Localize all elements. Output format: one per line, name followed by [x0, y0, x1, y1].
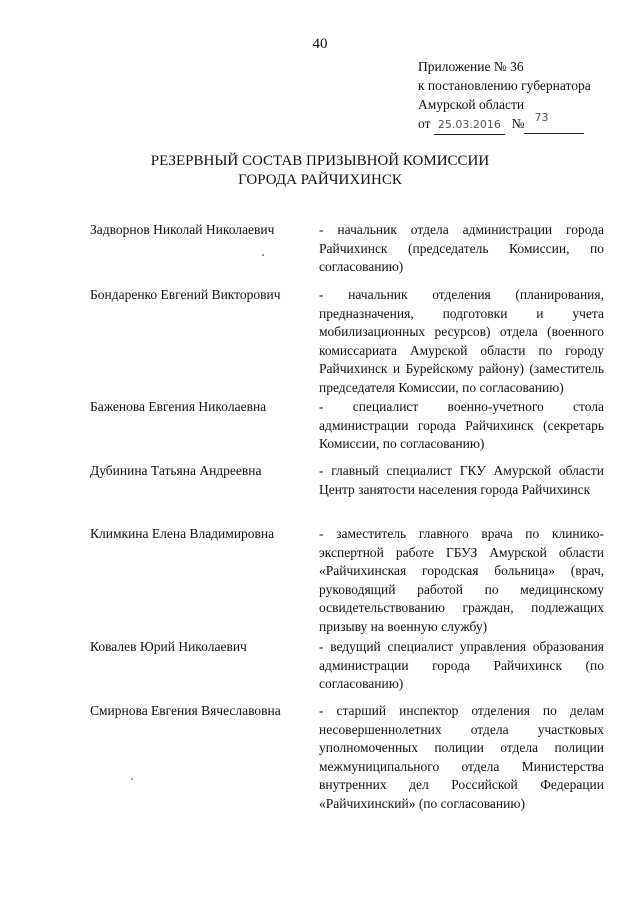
- member-role: - старший инспектор отделения по делам несовершеннолетних отдела участковых уполномоченных полиции отдела полиции межмуниципального отдела Министерства внутренних дел Российской Федерации «Райчихинский» (по согласованию): [319, 703, 604, 811]
- title-line-1: РЕЗЕРВНЫЙ СОСТАВ ПРИЗЫВНОЙ КОМИССИИ: [150, 153, 490, 169]
- scan-speck: [262, 254, 264, 256]
- scan-speck: [131, 778, 133, 780]
- number-value: 73: [534, 111, 549, 124]
- appendix-line-3: Амурской области: [418, 97, 525, 112]
- appendix-line-1: Приложение № 36: [418, 59, 524, 74]
- member-name: Смирнова Евгения Вячеславовна: [90, 703, 281, 718]
- title-line-2: ГОРОДА РАЙЧИХИНСК: [238, 172, 402, 188]
- member-name: Бондаренко Евгений Викторович: [90, 287, 281, 302]
- appendix-line-2: к постановлению губернатора: [418, 78, 591, 93]
- date-value: 25.03.2016: [434, 115, 505, 135]
- appendix-date-line: [418, 111, 618, 135]
- member-role: - начальник отдела администрации города Райчихинск (председатель Комиссии, по согласованию): [319, 222, 604, 275]
- member-role: - ведущий специалист управления образования администрации города Райчихинск (по согласованию): [319, 639, 604, 692]
- member-role: - специалист военно-учетного стола администрации города Райчихинск (секретарь Комиссии, по согласованию): [319, 399, 604, 452]
- date-prefix: от: [418, 116, 431, 131]
- document-title: [0, 152, 640, 190]
- number-prefix: №: [511, 116, 525, 131]
- member-name: Задворнов Николай Николаевич: [90, 222, 275, 237]
- page-number: 40: [312, 36, 328, 52]
- appendix-block: [418, 57, 618, 135]
- member-name: Баженова Евгения Николаевна: [90, 399, 267, 414]
- number-field: [524, 111, 584, 134]
- member-name: Ковалев Юрий Николаевич: [90, 639, 247, 654]
- member-name: Дубинина Татьяна Андреевна: [90, 463, 262, 478]
- member-role: - главный специалист ГКУ Амурской области Центр занятости населения города Райчихинск: [319, 463, 604, 497]
- member-role: - начальник отделения (планирования, предназначения, подготовки и учета мобилизационных ресурсов) отдела (военного комиссариата Амурской области по городу Райчихинск и Бурейскому району) (заместитель председателя Комиссии, по согласованию): [319, 287, 604, 395]
- member-name: Климкина Елена Владимировна: [90, 526, 275, 541]
- member-role: - заместитель главного врача по клинико-экспертной работе ГБУЗ Амурской области «Райчихинская городская больница» (врач, руководящий работой по медицинскому освидетельствованию граждан, подлежащих призыву на военную службу): [319, 526, 604, 634]
